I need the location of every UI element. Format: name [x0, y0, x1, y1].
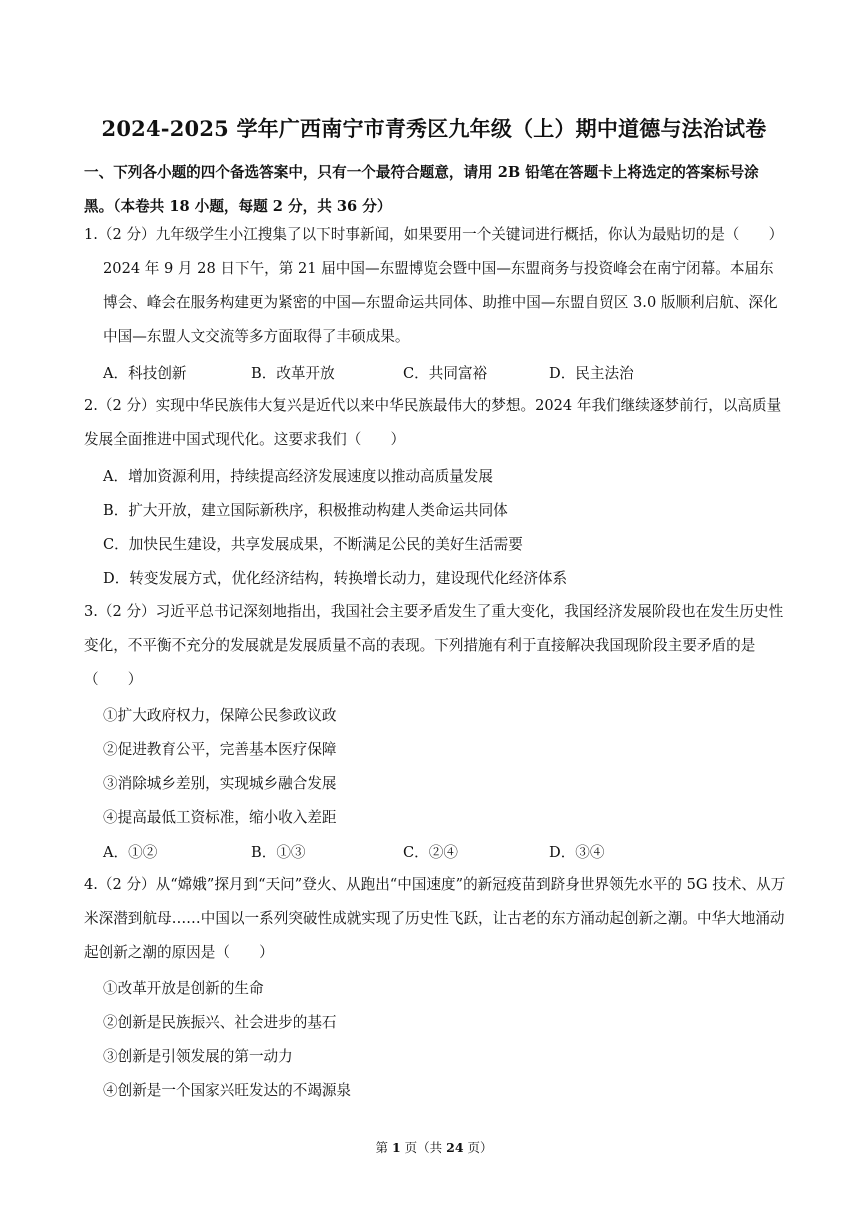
question-4-item-2: ②创新是民族振兴、社会进步的基石 [103, 1014, 337, 1031]
question-2-stem: 2.（2 分）实现中华民族伟大复兴是近代以来中华民族最伟大的梦想。2024 年我们继续逐梦前行，以高质量发展全面推进中国式现代化。这要求我们（ ） [84, 397, 782, 448]
question-1-material: 2024 年 9 月 28 日下午，第 21 届中国—东盟博览会暨中国—东盟商务与投资峰会在南宁闭幕。本届东博会、峰会在服务构建更为紧密的中国—东盟命运共同体、助推中国—东盟自贸区 3.0 版顺利启航、深化中国—东盟人文交流等多方面取得了丰硕成果。 [103, 260, 778, 345]
option-a[interactable]: A．①② [103, 844, 158, 861]
page-footer [0, 1138, 868, 1156]
question-3-item-2: ②促进教育公平，完善基本医疗保障 [103, 741, 337, 758]
question-2-option-b[interactable]: B．扩大开放，建立国际新秩序，积极推动构建人类命运共同体 [103, 502, 508, 519]
page-title: 2024-2025 学年广西南宁市青秀区九年级（上）期中道德与法治试卷 [101, 116, 767, 141]
footer-prefix: 第 [375, 1140, 392, 1155]
option-c[interactable]: C．②④ [403, 844, 458, 861]
question-4-item-3: ③创新是引领发展的第一动力 [103, 1048, 293, 1065]
question-3-item-4: ④提高最低工资标准，缩小收入差距 [103, 809, 337, 826]
option-b[interactable]: B．①③ [251, 844, 306, 861]
question-4-item-1: ①改革开放是创新的生命 [103, 980, 264, 997]
footer-middle: 页（共 [400, 1140, 447, 1155]
question-3-item-1: ①扩大政府权力，保障公民参政议政 [103, 707, 337, 724]
option-d[interactable]: D．民主法治 [549, 365, 634, 382]
question-2-option-a[interactable]: A．增加资源利用，持续提高经济发展速度以推动高质量发展 [103, 468, 493, 485]
question-2-option-c[interactable]: C．加快民生建设，共享发展成果，不断满足公民的美好生活需要 [103, 536, 523, 553]
option-a[interactable]: A．科技创新 [103, 365, 187, 382]
footer-total-pages: 24 [446, 1140, 464, 1155]
question-4-item-4: ④创新是一个国家兴旺发达的不竭源泉 [103, 1082, 352, 1099]
question-3-stem: 3.（2 分）习近平总书记深刻地指出，我国社会主要矛盾发生了重大变化，我国经济发展阶段也在发生历史性变化，不平衡不充分的发展就是发展质量不高的表现。下列措施有利于直接解决我国现阶段主要矛盾的是（ ） [84, 603, 784, 688]
question-1-stem: 1.（2 分）九年级学生小江搜集了以下时事新闻，如果要用一个关键词进行概括，你认为最贴切的是（ ） [84, 226, 784, 243]
question-2-option-d[interactable]: D．转变发展方式，优化经济结构，转换增长动力，建设现代化经济体系 [103, 570, 568, 587]
question-3-item-3: ③消除城乡差别，实现城乡融合发展 [103, 775, 337, 792]
footer-suffix: 页） [463, 1140, 493, 1155]
section-heading: 一、下列各小题的四个备选答案中，只有一个最符合题意，请用 2B 铅笔在答题卡上将选定的答案标号涂黑。（本卷共 18 小题，每题 2 分，共 36 分） [84, 164, 759, 215]
option-d[interactable]: D．③④ [549, 844, 605, 861]
option-b[interactable]: B．改革开放 [251, 365, 335, 382]
option-c[interactable]: C．共同富裕 [403, 365, 488, 382]
question-4-stem: 4.（2 分）从“嫦娥”探月到“天问”登火、从跑出“中国速度”的新冠疫苗到跻身世界领先水平的 5G 技术、从万米深潜到航母……中国以一系列突破性成就实现了历史性飞跃，让古老的东方涌动起创新之潮。中华大地涌动起创新之潮的原因是（ ） [84, 876, 786, 961]
footer-page-number: 1 [391, 1140, 401, 1155]
